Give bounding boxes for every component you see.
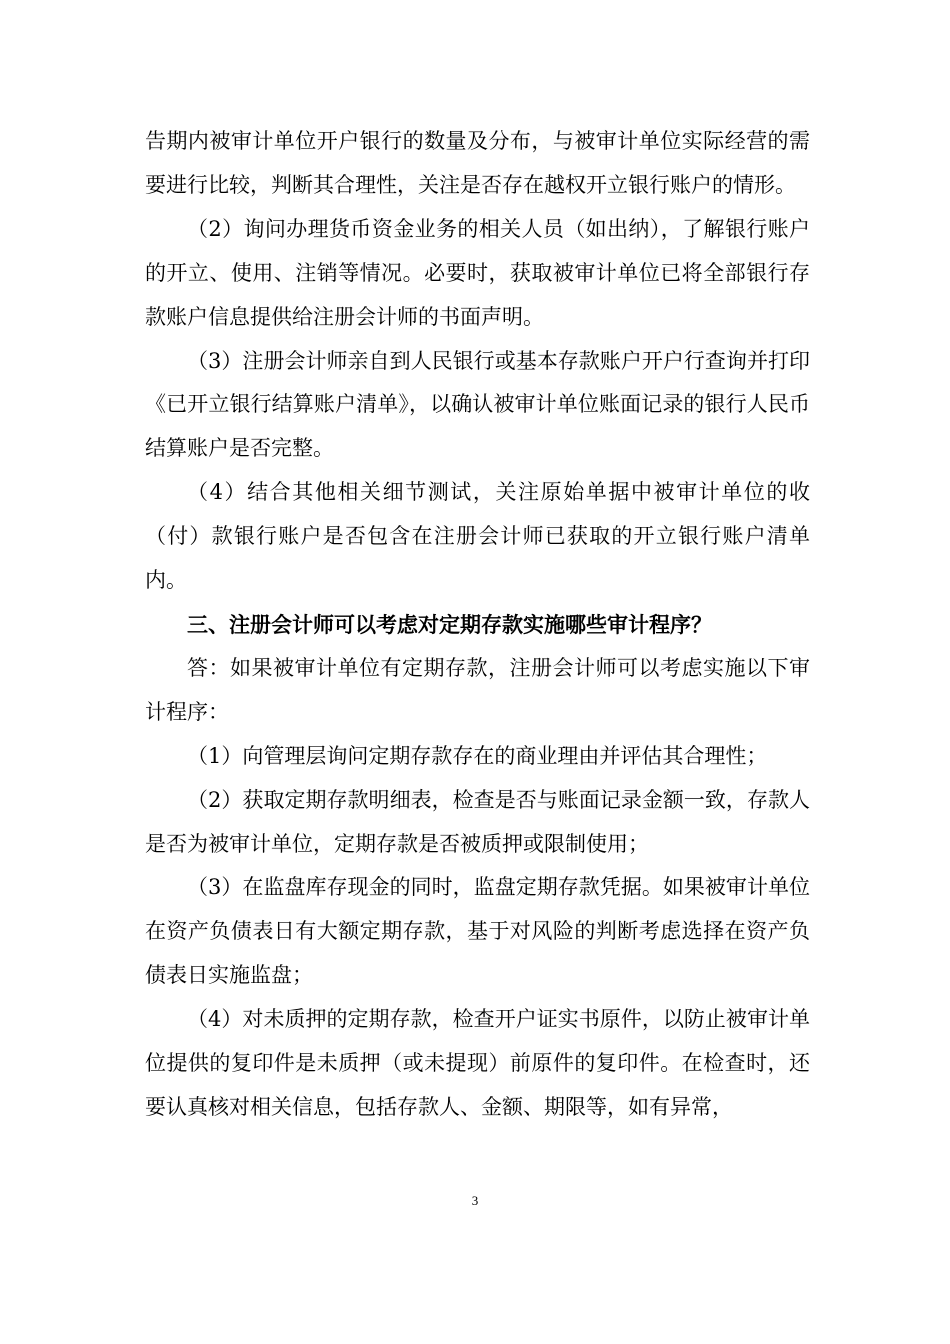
paragraph-deposit-item-1: （1）向管理层询问定期存款存在的商业理由并评估其合理性；	[187, 743, 768, 768]
document-body	[145, 120, 810, 1130]
paragraph-answer-intro: 答：如果被审计单位有定期存款，注册会计师可以考虑实施以下审计程序：	[145, 655, 810, 724]
paragraph-item-3-bank-query: （3）注册会计师亲自到人民银行或基本存款账户开户行查询并打印《已开立银行结算账户清单》，以确认被审计单位账面记录的银行人民币结算账户是否完整。	[145, 348, 810, 461]
paragraph-deposit-item-2: （2）获取定期存款明细表，检查是否与账面记录金额一致，存款人是否为被审计单位，定期存款是否被质押或限制使用；	[145, 787, 810, 856]
paragraph-item-2-inquire: （2）询问办理货币资金业务的相关人员（如出纳），了解银行账户的开立、使用、注销等情况。必要时，获取被审计单位已将全部银行存款账户信息提供给注册会计师的书面声明。	[145, 216, 810, 329]
paragraph-deposit-item-4: （4）对未质押的定期存款，检查开户证实书原件，以防止被审计单位提供的复印件是未质押（或未提现）前原件的复印件。在检查时，还要认真核对相关信息，包括存款人、金额、期限等，如有异常，	[145, 1007, 810, 1119]
paragraph-deposit-item-3: （3）在监盘库存现金的同时，监盘定期存款凭据。如果被审计单位在资产负债表日有大额定期存款，基于对风险的判断考虑选择在资产负债表日实施监盘；	[145, 875, 810, 988]
section-heading-time-deposits: 三、注册会计师可以考虑对定期存款实施哪些审计程序？	[187, 611, 712, 637]
paragraph-bank-accounts-intro: 告期内被审计单位开户银行的数量及分布，与被审计单位实际经营的需要进行比较，判断其合理性，关注是否存在越权开立银行账户的情形。	[145, 129, 810, 197]
page-number: 3	[471, 1193, 479, 1208]
paragraph-item-4-detail-test: （4）结合其他相关细节测试，关注原始单据中被审计单位的收（付）款银行账户是否包含在注册会计师已获取的开立银行账户清单内。	[145, 480, 810, 593]
